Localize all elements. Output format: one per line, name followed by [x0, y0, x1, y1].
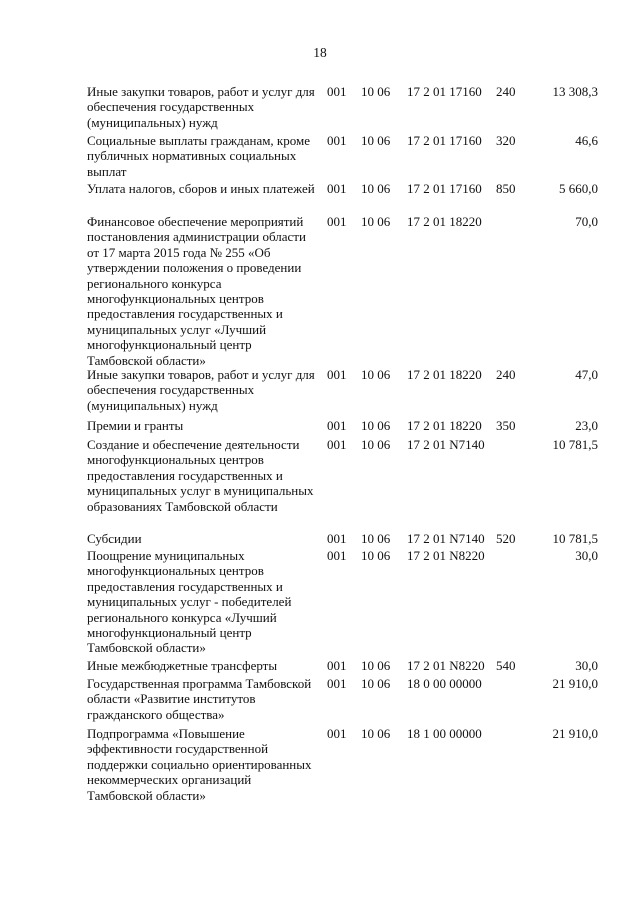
row-section-code: 10 06 — [361, 548, 391, 563]
row-name: Поощрение муниципальных многофункциональных центров предоставления государственных и муниципальных услуг - победителей регионального конкурса «Лучший многофункциональный центр Тамбовской области» — [87, 548, 292, 656]
row-section-code: 10 06 — [361, 367, 391, 382]
row-target-code: 17 2 01 N8220 — [407, 658, 485, 673]
row-amount: 5 660,0 — [559, 181, 598, 196]
page-number: 18 — [313, 45, 327, 60]
row-ministry-code: 001 — [327, 84, 347, 99]
row-expense-type: 350 — [496, 418, 516, 433]
row-expense-type: 240 — [496, 367, 516, 382]
row-section-code: 10 06 — [361, 658, 391, 673]
row-target-code: 17 2 01 18220 — [407, 214, 482, 229]
row-name: Премии и гранты — [87, 418, 184, 433]
row-target-code: 17 2 01 N7140 — [407, 437, 485, 452]
row-section-code: 10 06 — [361, 418, 391, 433]
row-amount: 30,0 — [575, 658, 598, 673]
row-name: Государственная программа Тамбовской области «Развитие институтов гражданского общества» — [87, 676, 312, 722]
row-amount: 30,0 — [575, 548, 598, 563]
row-name: Субсидии — [87, 531, 142, 546]
row-ministry-code: 001 — [327, 676, 347, 691]
row-expense-type: 520 — [496, 531, 516, 546]
row-section-code: 10 06 — [361, 437, 391, 452]
row-name: Социальные выплаты гражданам, кроме публичных нормативных социальных выплат — [87, 133, 310, 179]
row-name: Подпрограмма «Повышение эффективности государственной поддержки социально ориентированных некоммерческих организаций Тамбовской области» — [87, 726, 312, 803]
row-section-code: 10 06 — [361, 531, 391, 546]
row-amount: 46,6 — [575, 133, 598, 148]
row-amount: 21 910,0 — [552, 726, 598, 741]
row-section-code: 10 06 — [361, 84, 391, 99]
row-expense-type: 850 — [496, 181, 516, 196]
row-section-code: 10 06 — [361, 726, 391, 741]
row-section-code: 10 06 — [361, 133, 391, 148]
row-target-code: 17 2 01 N8220 — [407, 548, 485, 563]
row-target-code: 18 0 00 00000 — [407, 676, 482, 691]
row-amount: 23,0 — [575, 418, 598, 433]
row-name: Финансовое обеспечение мероприятий постановления администрации области от 17 марта 2015 года № 255 «Об утверждении положения о проведении регионального конкурса многофункциональных центров предоставления государственных и муниципальных услуг «Лучший многофункциональный центр Тамбовской области» — [87, 214, 306, 368]
row-expense-type: 240 — [496, 84, 516, 99]
row-ministry-code: 001 — [327, 531, 347, 546]
row-name: Иные закупки товаров, работ и услуг для обеспечения государственных (муниципальных) нужд — [87, 367, 315, 413]
row-target-code: 17 2 01 18220 — [407, 367, 482, 382]
row-ministry-code: 001 — [327, 658, 347, 673]
row-name: Уплата налогов, сборов и иных платежей — [87, 181, 315, 196]
row-ministry-code: 001 — [327, 548, 347, 563]
row-name: Иные межбюджетные трансферты — [87, 658, 278, 673]
row-ministry-code: 001 — [327, 367, 347, 382]
row-expense-type: 540 — [496, 658, 516, 673]
row-name: Создание и обеспечение деятельности многофункциональных центров предоставления государственных и муниципальных услуг в муниципальных образованиях Тамбовской области — [87, 437, 314, 514]
row-amount: 21 910,0 — [552, 676, 598, 691]
row-target-code: 17 2 01 17160 — [407, 181, 482, 196]
row-name: Иные закупки товаров, работ и услуг для обеспечения государственных (муниципальных) нужд — [87, 84, 315, 130]
row-target-code: 17 2 01 18220 — [407, 418, 482, 433]
row-section-code: 10 06 — [361, 181, 391, 196]
row-amount: 10 781,5 — [552, 531, 598, 546]
row-section-code: 10 06 — [361, 676, 391, 691]
row-amount: 70,0 — [575, 214, 598, 229]
row-ministry-code: 001 — [327, 133, 347, 148]
row-section-code: 10 06 — [361, 214, 391, 229]
row-ministry-code: 001 — [327, 181, 347, 196]
row-target-code: 17 2 01 17160 — [407, 84, 482, 99]
row-target-code: 17 2 01 N7140 — [407, 531, 485, 546]
row-amount: 13 308,3 — [552, 84, 598, 99]
row-ministry-code: 001 — [327, 418, 347, 433]
row-ministry-code: 001 — [327, 437, 347, 452]
row-ministry-code: 001 — [327, 726, 347, 741]
row-target-code: 17 2 01 17160 — [407, 133, 482, 148]
row-target-code: 18 1 00 00000 — [407, 726, 482, 741]
row-amount: 47,0 — [575, 367, 598, 382]
row-ministry-code: 001 — [327, 214, 347, 229]
row-expense-type: 320 — [496, 133, 516, 148]
row-amount: 10 781,5 — [552, 437, 598, 452]
